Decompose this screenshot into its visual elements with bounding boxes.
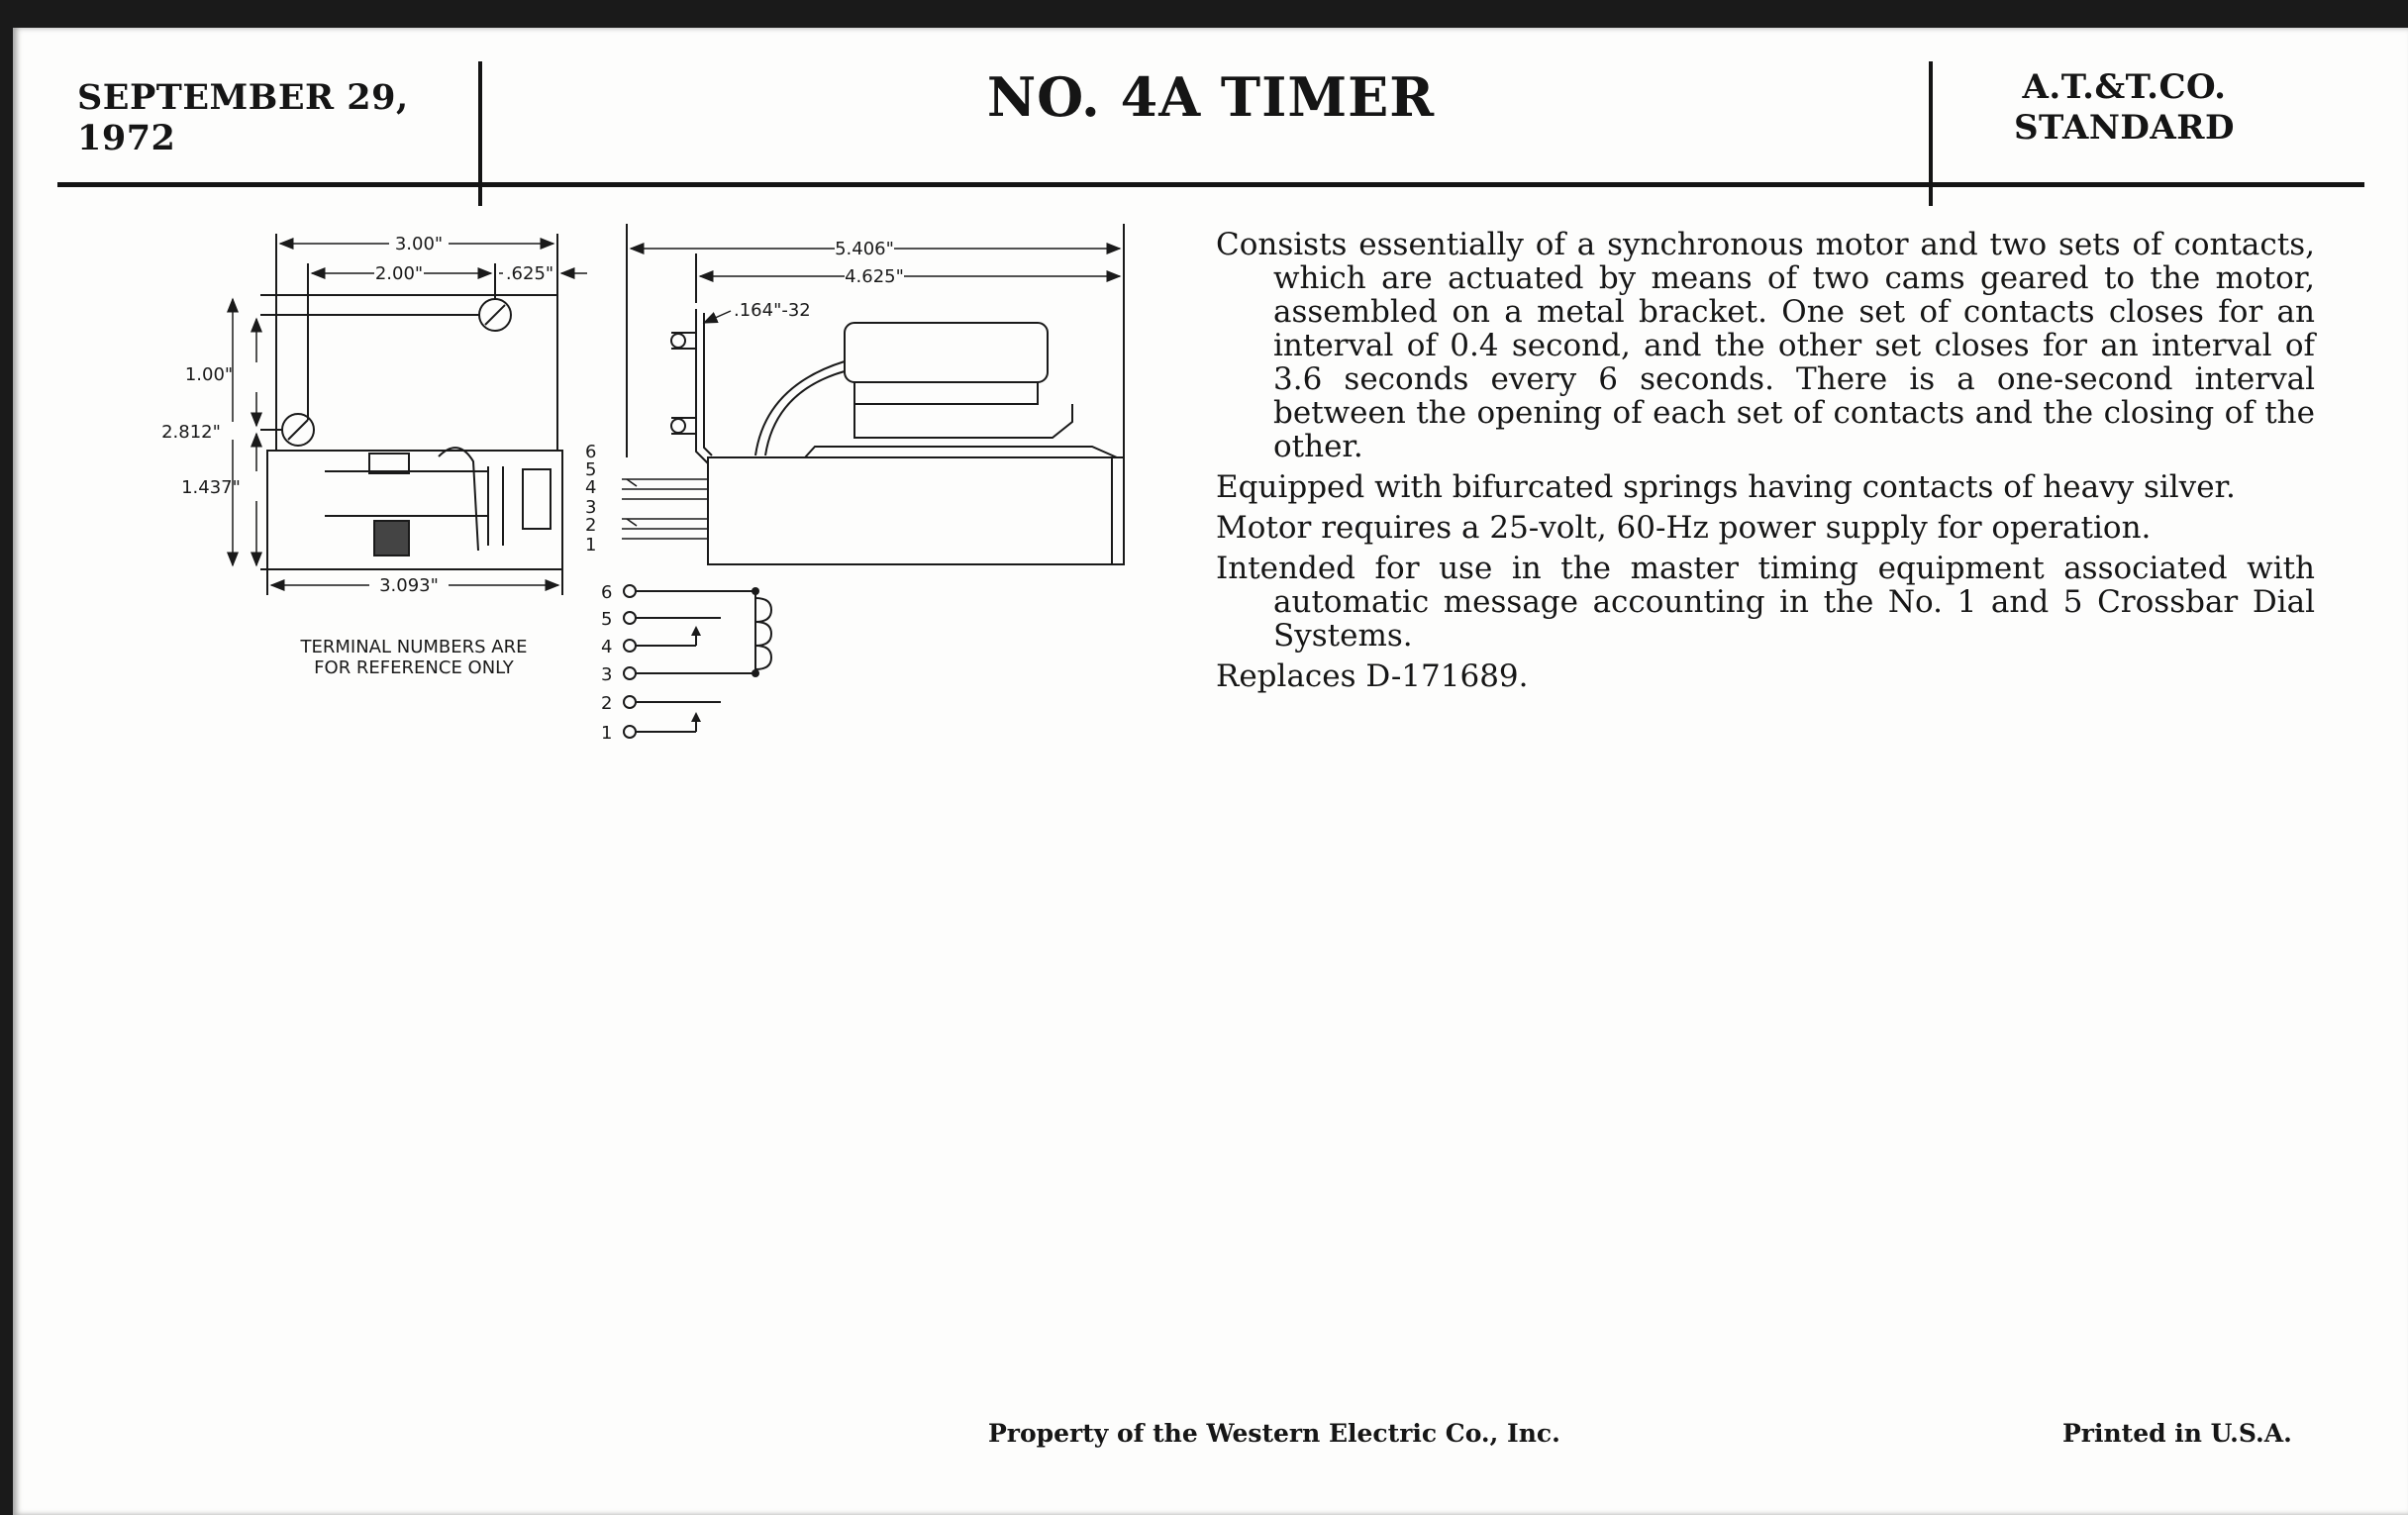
dim-1-00-label: 1.00": [184, 364, 234, 385]
description-paragraph: Intended for use in the master timing equipment associated with automatic message accounting in the No. 1 and 5 Crossbar Dial Systems.: [1216, 551, 2315, 654]
property-notice: Property of the Western Electric Co., Inc.: [988, 1419, 1560, 1448]
schematic-terminal-label: 1: [601, 723, 613, 744]
dim-3-093-label: 3.093": [379, 575, 439, 596]
description-paragraph: Equipped with bifurcated springs having contacts of heavy silver.: [1216, 469, 2236, 505]
timer-drawing: [161, 204, 1161, 778]
spec-card: [13, 28, 2408, 1515]
dim-5-406-label: 5.406": [835, 239, 894, 259]
screw-size-label: .164"-32: [734, 300, 811, 321]
dim-625-label: .625": [505, 263, 554, 284]
dim-1-437-label: 1.437": [181, 477, 241, 498]
wiring-schematic: [624, 585, 771, 738]
issue-date: SEPTEMBER 29, 1972: [77, 77, 409, 158]
header-rule: [57, 182, 2364, 187]
description: [1216, 228, 2315, 700]
schematic-terminal-label: 6: [601, 582, 613, 603]
description-paragraph: Replaces D-171689.: [1216, 658, 1529, 694]
schematic-terminal-label: 2: [601, 693, 613, 714]
standard-line-1: A.T.&T.CO.: [2022, 67, 2227, 107]
standard-line-2: STANDARD: [2013, 108, 2236, 148]
terminal-label: 6: [585, 442, 597, 462]
standard-label: [1944, 67, 2305, 149]
terminal-note-line-2: FOR REFERENCE ONLY: [314, 657, 514, 678]
schematic-terminal-label: 4: [601, 637, 613, 657]
front-plate: [276, 295, 557, 451]
page-title: NO. 4A TIMER: [986, 65, 1436, 129]
terminal-label: 5: [585, 459, 597, 480]
dim-4-625-label: 4.625": [845, 266, 904, 287]
schematic-terminal-label: 5: [601, 609, 613, 630]
description-paragraph: Motor requires a 25-volt, 60-Hz power supply for operation.: [1216, 510, 2152, 546]
front-housing: [267, 451, 562, 569]
dim-2-812-label: 2.812": [161, 422, 221, 443]
side-housing: [708, 457, 1124, 564]
terminal-label: 2: [585, 515, 597, 536]
dim-2-00-label: 2.00": [374, 263, 424, 284]
synchronous-motor: [845, 323, 1048, 382]
terminal-note-line-1: TERMINAL NUMBERS ARE: [300, 637, 528, 657]
schematic-terminal-label: 3: [601, 664, 613, 685]
dim-3-00-label: 3.00": [394, 234, 444, 254]
metal-bracket: [696, 309, 708, 463]
printed-notice: Printed in U.S.A.: [2062, 1419, 2292, 1448]
terminal-label: 3: [585, 497, 597, 518]
terminal-label: 1: [585, 535, 597, 556]
terminal-label: 4: [585, 477, 597, 498]
description-paragraph: Consists essentially of a synchronous motor and two sets of contacts, which are actuated by means of two cams geared to the motor, assembled on a metal bracket. One set of contacts closes for an interval of 0.4 second, and the other set closes for an interval of 3.6 seconds every 6 seconds. There is a one-second interval between the opening of each set of contacts and the closing of the other.: [1216, 227, 2315, 464]
